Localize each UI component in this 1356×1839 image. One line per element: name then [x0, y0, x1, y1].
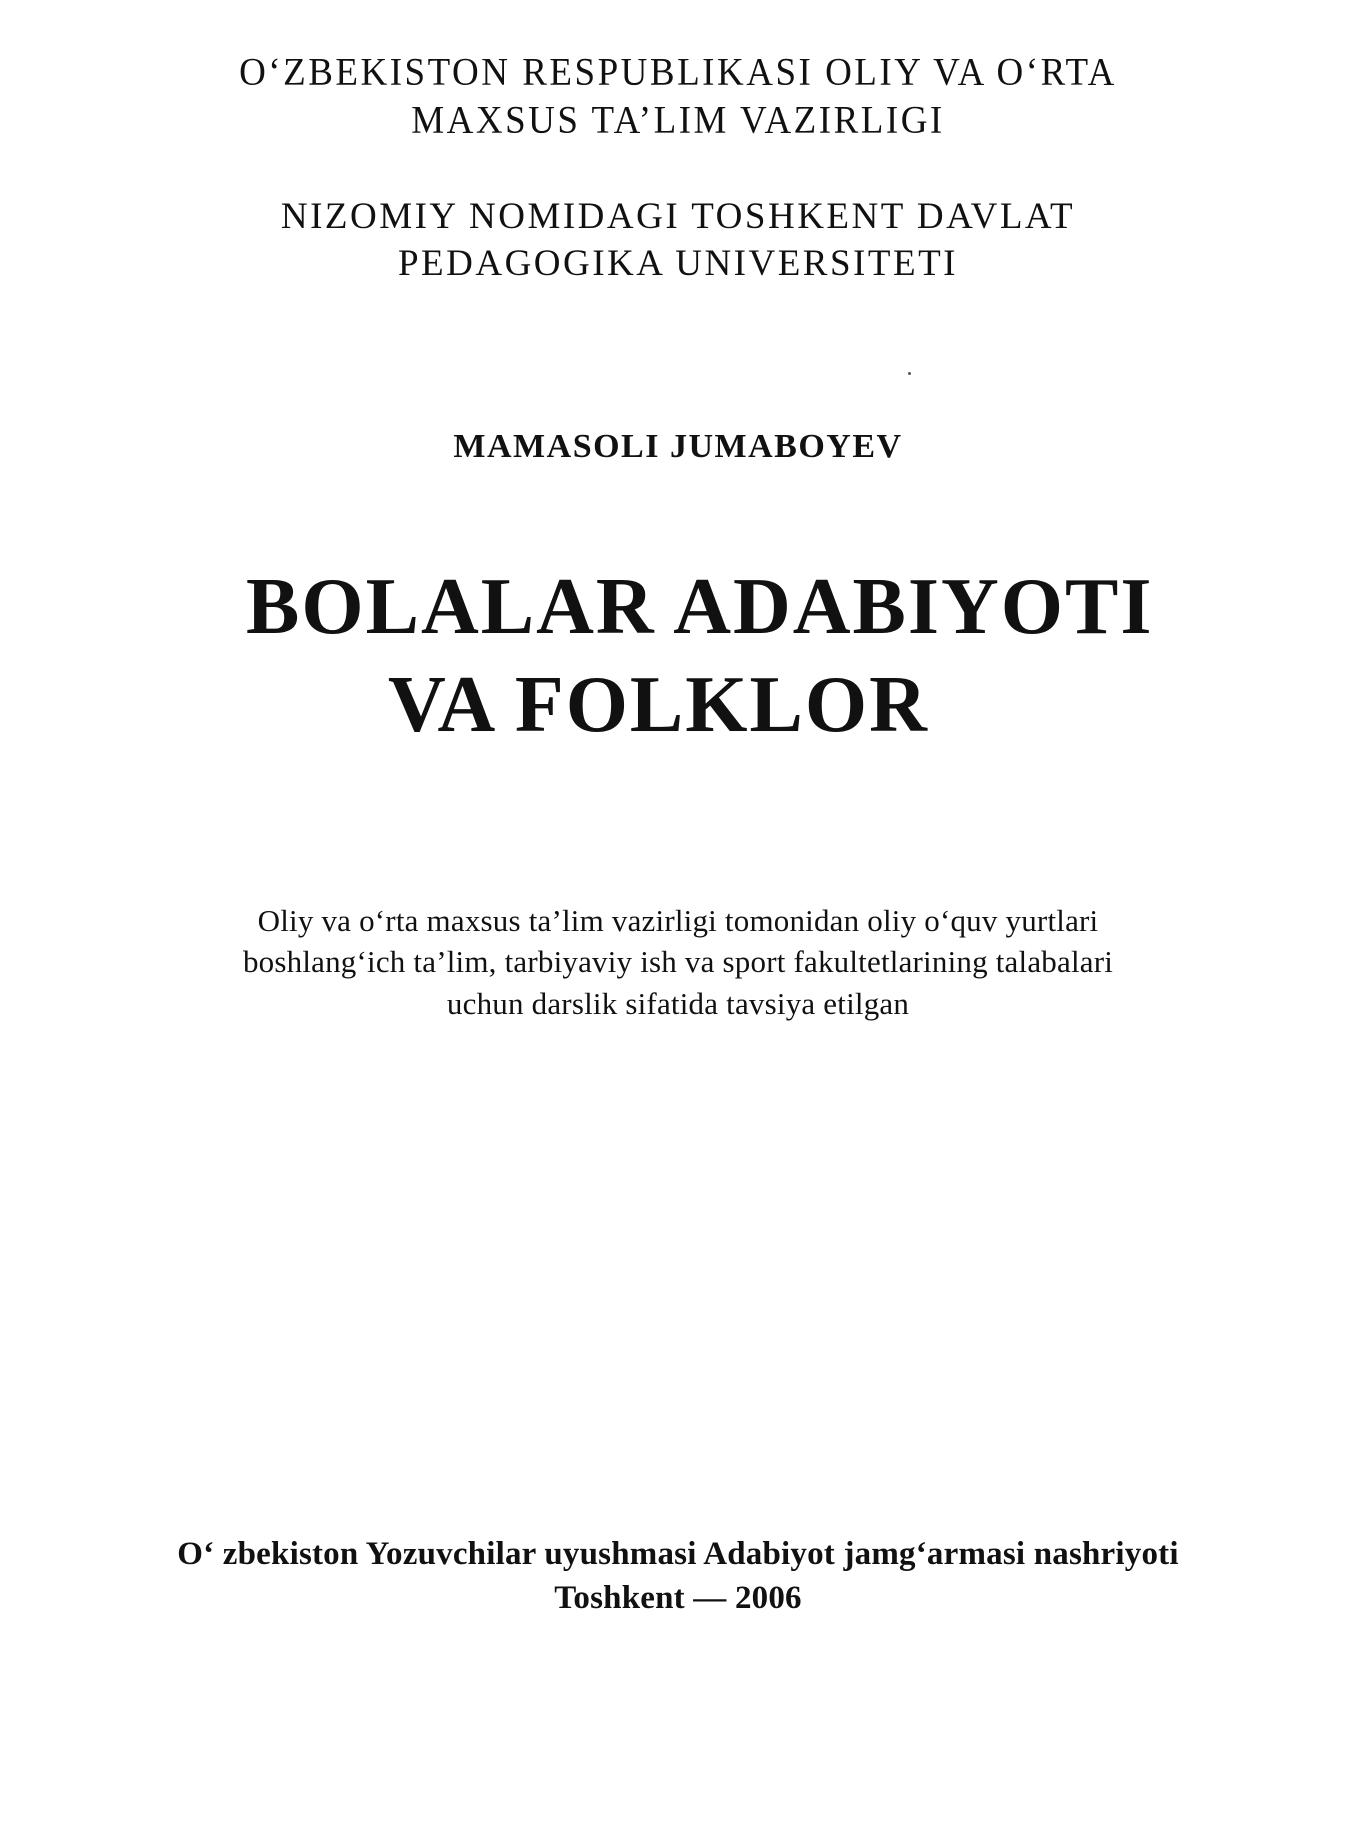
book-title-line-1: BOLALAR ADABIYOTI	[246, 563, 1154, 651]
ministry-name-line-1: O‘ZBEKISTON RESPUBLIKASI OLIY VA O‘RTA	[239, 50, 1117, 95]
ministry-name-line-2: MAXSUS TA’LIM VAZIRLIGI	[411, 98, 945, 143]
publication-city-year: Toshkent — 2006	[554, 1580, 802, 1616]
scan-speck	[908, 372, 911, 375]
university-name-line-1: NIZOMIY NOMIDAGI TOSHKENT DAVLAT	[280, 196, 1076, 237]
recommendation-line-1: Oliy va o‘rta maxsus ta’lim vazirligi tomonidan oliy o‘quv yurtlari	[257, 903, 1099, 938]
recommendation-line-3: uchun darslik sifatida tavsiya etilgan	[446, 986, 910, 1021]
publisher-name: O‘ zbekiston Yozuvchilar uyushmasi Adabiyot jamg‘armasi nashriyoti	[177, 1536, 1179, 1572]
university-name-line-2: PEDAGOGIKA UNIVERSITETI	[397, 243, 959, 284]
book-title-line-2: VA FOLKLOR	[388, 661, 929, 749]
recommendation-line-2: boshlang‘ich ta’lim, tarbiyaviy ish va sport fakultetlarining talabalari	[242, 944, 1114, 979]
author-name: MAMASOLI JUMABOYEV	[453, 428, 903, 465]
